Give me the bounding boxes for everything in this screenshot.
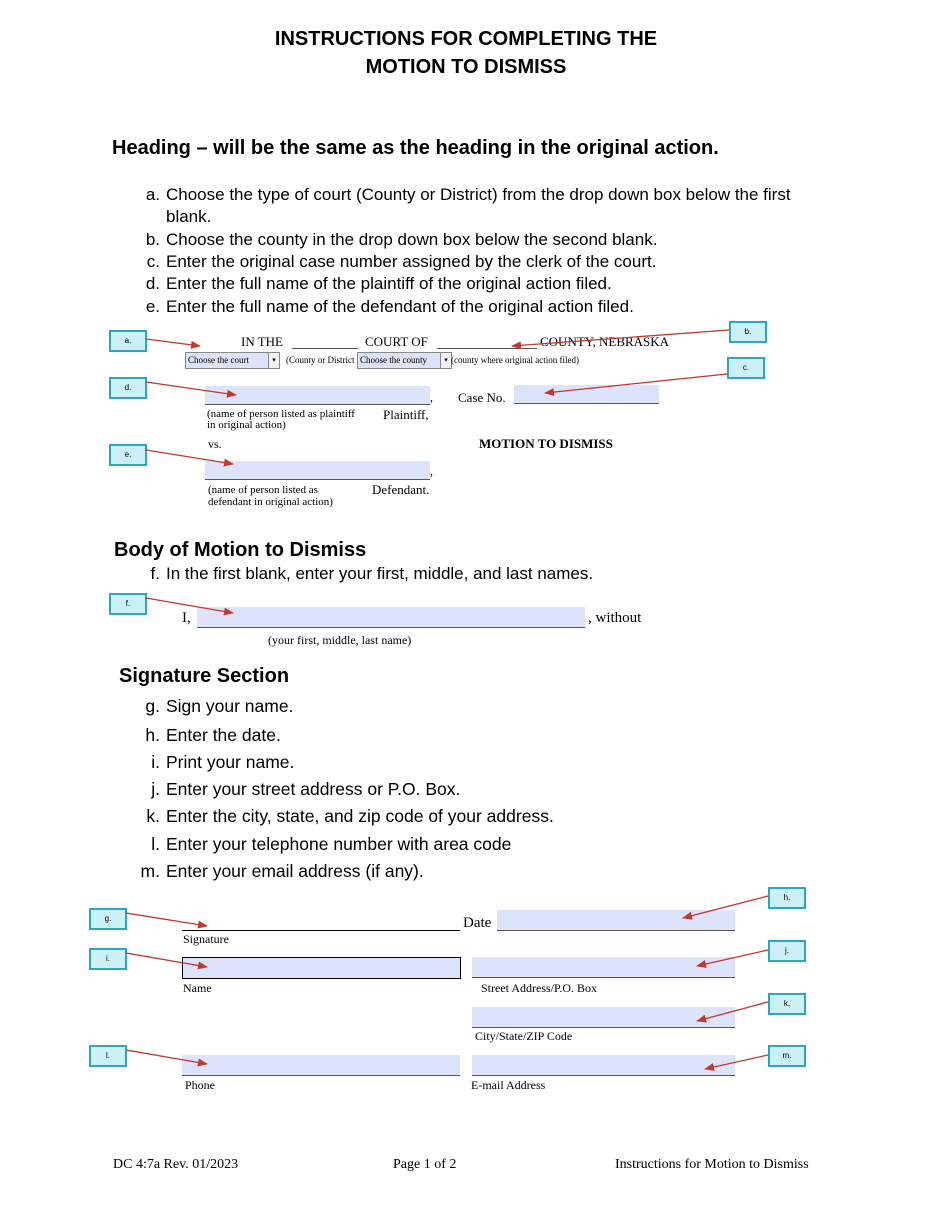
plaintiff-hint-1: (name of person listed as plaintiff: [207, 408, 355, 420]
list-letter: j.: [151, 779, 160, 799]
callout-j: j.: [768, 940, 806, 962]
callout-f: f.: [109, 593, 147, 615]
list-letter: a.: [145, 185, 160, 204]
footer-doc-title: Instructions for Motion to Dismiss: [615, 1157, 809, 1172]
callout-k: k.: [768, 993, 806, 1015]
name-hint: (your first, middle, last name): [268, 633, 412, 647]
callout-b: b.: [729, 321, 767, 343]
list-text: In the first blank, enter your first, middle, and last names.: [166, 564, 594, 583]
list-letter: m.: [140, 861, 160, 881]
callout-a: a.: [109, 330, 147, 352]
list-text: Choose the type of court (County or District) from the drop down box below the first blank.: [166, 185, 791, 226]
chevron-down-icon: ▾: [268, 353, 279, 368]
callout-e: e.: [109, 444, 147, 466]
footer-page-number: Page 1 of 2: [393, 1157, 457, 1172]
signature-section-title: Signature Section: [119, 665, 290, 687]
i-label: I,: [182, 610, 191, 626]
callout-g: g.: [89, 908, 127, 930]
signature-label: Signature: [183, 932, 229, 946]
court-hint: (County or District: [286, 355, 355, 365]
plaintiff-comma: ,: [430, 390, 433, 404]
defendant-hint-2: defendant in original action): [208, 496, 333, 508]
callout-d: d.: [109, 377, 147, 399]
defendant-comma: ,: [430, 464, 433, 478]
footer-form-id: DC 4:7a Rev. 01/2023: [113, 1157, 239, 1172]
defendant-hint-1: (name of person listed as: [208, 484, 318, 496]
email-label: E-mail Address: [471, 1078, 546, 1092]
callout-l: l.: [89, 1045, 127, 1067]
name-label: Name: [183, 981, 212, 995]
list-letter: f.: [150, 564, 160, 583]
list-letter: d.: [145, 274, 160, 293]
arrow-b: [512, 330, 729, 346]
street-label: Street Address/P.O. Box: [481, 981, 598, 995]
plaintiff-label: Plaintiff,: [383, 407, 429, 422]
list-text: Enter the full name of the defendant of the original action filed.: [166, 297, 634, 316]
callout-c: c.: [727, 357, 765, 379]
case-no-label: Case No.: [458, 390, 506, 405]
list-letter: i.: [151, 752, 160, 772]
in-the-label: IN THE: [241, 334, 284, 349]
heading-section-title: Heading – will be the same as the heading in the original action.: [112, 137, 719, 159]
county-hint: (county where original action filed): [451, 355, 579, 365]
arrow-h: [683, 896, 768, 918]
arrow-c: [545, 374, 727, 393]
list-text: Enter the date.: [166, 725, 281, 745]
plaintiff-hint-2: in original action): [207, 419, 286, 431]
city-label: City/State/ZIP Code: [475, 1029, 573, 1043]
list-letter: e.: [145, 297, 160, 316]
list-letter: h.: [145, 725, 160, 745]
callout-i: i.: [89, 948, 127, 970]
county-dropdown-value: Choose the county: [360, 355, 427, 365]
arrow-m: [705, 1055, 768, 1069]
motion-title-label: MOTION TO DISMISS: [479, 436, 613, 451]
list-text: Choose the county in the drop down box below the second blank.: [166, 230, 658, 249]
list-letter: c.: [146, 252, 160, 271]
arrow-i: [126, 953, 207, 967]
date-label: Date: [463, 915, 492, 931]
arrow-l: [126, 1050, 207, 1064]
list-letter: l.: [151, 834, 160, 854]
callout-m: m.: [768, 1045, 806, 1067]
list-text: Enter your telephone number with area code: [166, 834, 512, 854]
list-letter: k.: [146, 806, 160, 826]
arrow-f: [146, 598, 233, 613]
page-title-line2: MOTION TO DISMISS: [365, 56, 567, 78]
arrow-a: [146, 339, 200, 346]
arrow-k: [697, 1002, 768, 1021]
arrow-e: [146, 450, 233, 464]
without-label: , without: [588, 610, 642, 626]
phone-label: Phone: [185, 1078, 215, 1092]
list-text: Enter the city, state, and zip code of your address.: [166, 806, 554, 826]
list-text: Enter the original case number assigned by the clerk of the court.: [166, 252, 657, 271]
list-letter: b.: [145, 230, 160, 249]
list-text: Enter your street address or P.O. Box.: [166, 779, 461, 799]
defendant-label: Defendant.: [372, 482, 430, 497]
callout-h: h.: [768, 887, 806, 909]
court-of-label: COURT OF: [365, 334, 428, 349]
list-text: Enter your email address (if any).: [166, 861, 424, 881]
arrow-j: [697, 950, 768, 966]
list-letter: g.: [145, 696, 160, 716]
list-text: Print your name.: [166, 752, 295, 772]
page-title-line1: INSTRUCTIONS FOR COMPLETING THE: [274, 28, 658, 50]
court-dropdown-value: Choose the court: [188, 355, 249, 365]
vs-label: vs.: [208, 437, 222, 451]
list-text: Sign your name.: [166, 696, 294, 716]
body-section-title: Body of Motion to Dismiss: [114, 539, 367, 561]
chevron-down-icon: ▾: [440, 353, 451, 368]
arrow-g: [126, 913, 207, 926]
list-text: Enter the full name of the plaintiff of the original action filed.: [166, 274, 612, 293]
arrow-d: [146, 382, 236, 395]
county-nebraska-label: COUNTY, NEBRASKA: [540, 334, 670, 349]
